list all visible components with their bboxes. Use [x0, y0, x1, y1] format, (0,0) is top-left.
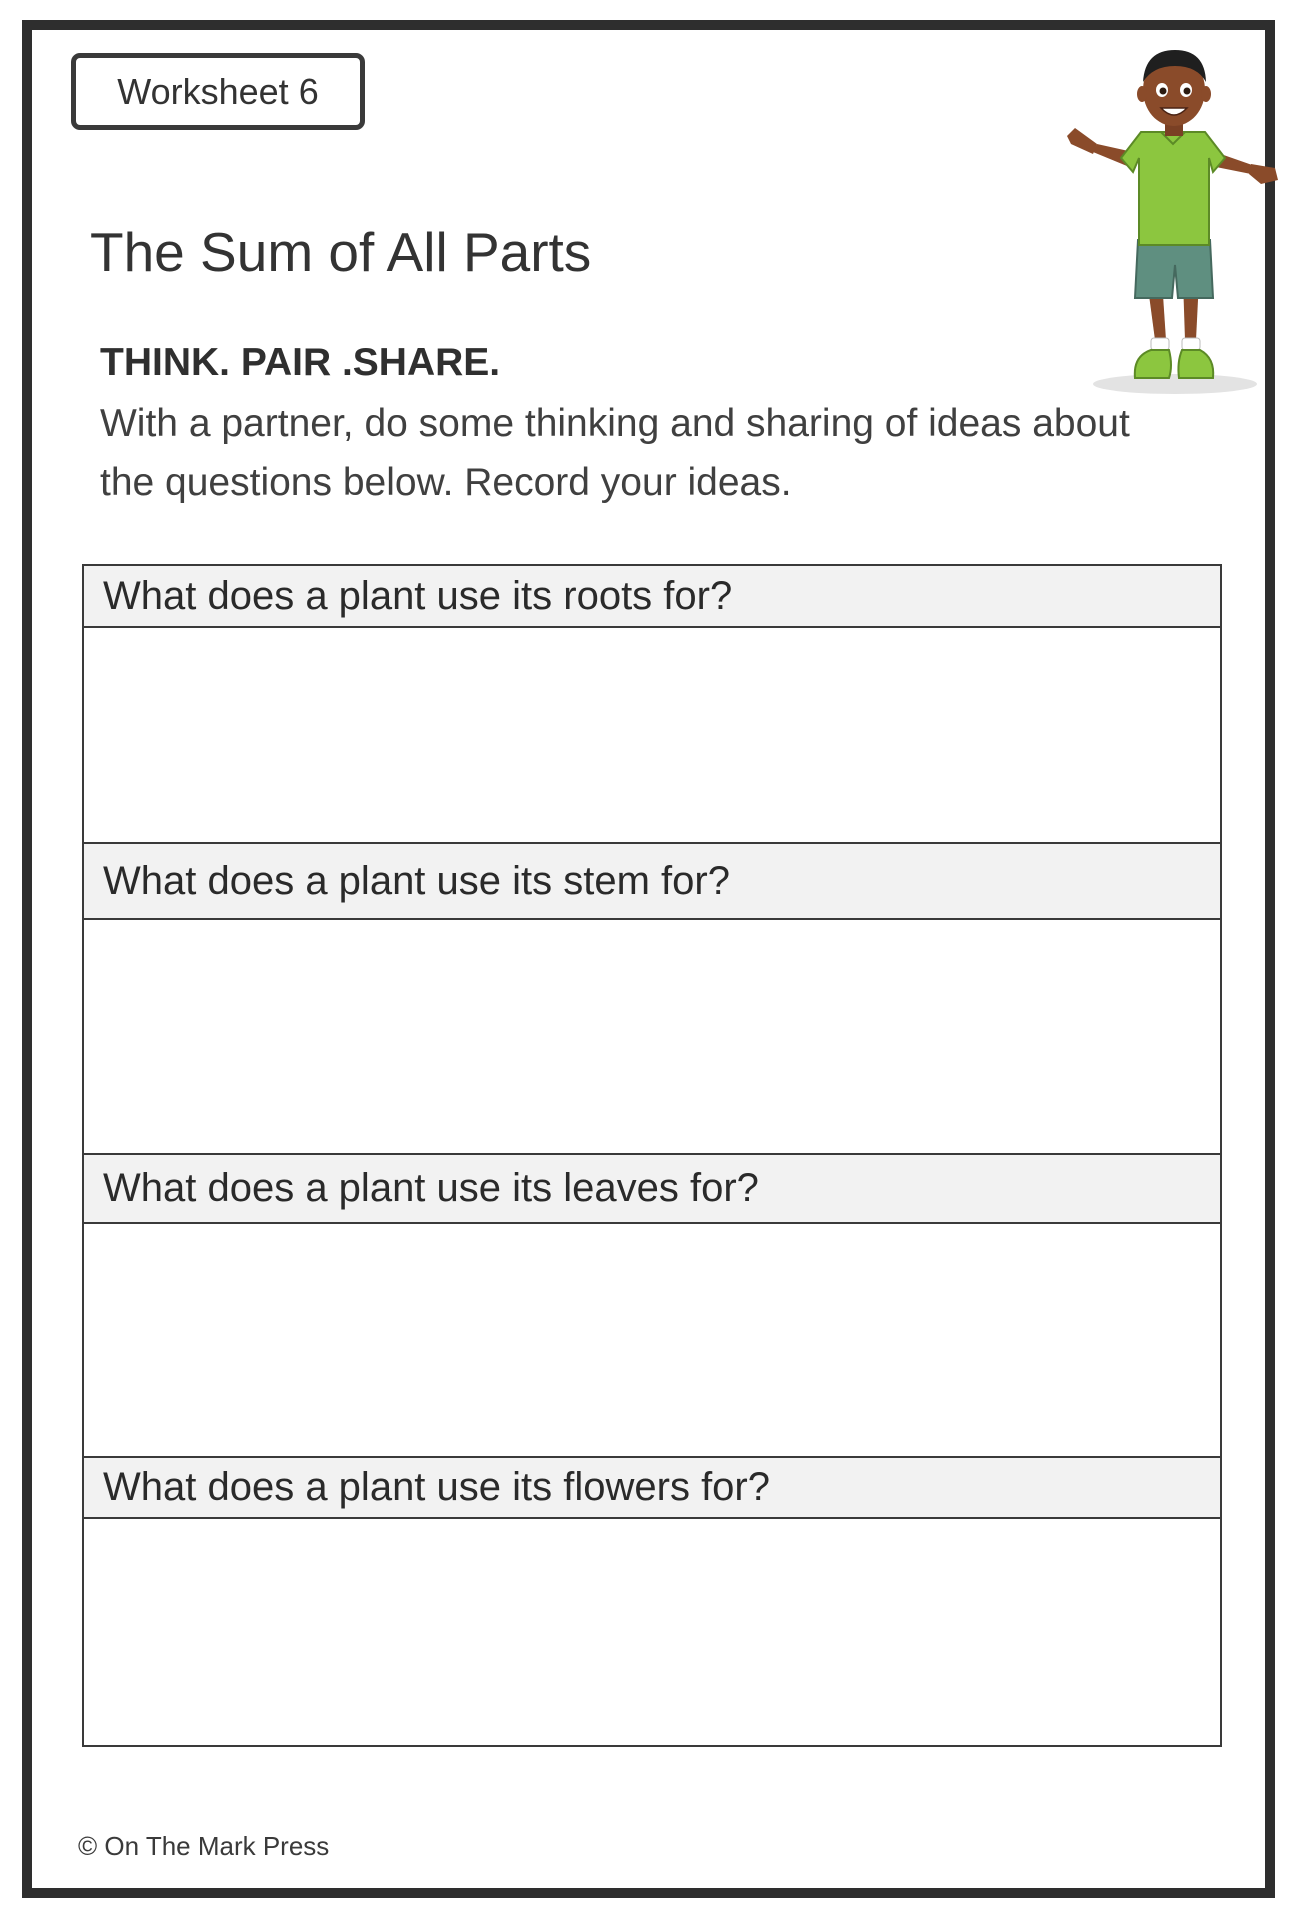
shorts — [1135, 240, 1213, 298]
right-sock — [1182, 338, 1200, 350]
question-roots-header — [84, 566, 1220, 628]
question-flowers-header — [84, 1458, 1220, 1519]
right-hand — [1249, 164, 1278, 184]
instruction-heading: THINK. PAIR .SHARE. — [100, 341, 501, 384]
right-pupil — [1184, 88, 1191, 95]
question-stem-text: What does a plant use its stem for? — [103, 858, 730, 903]
answer-box-roots[interactable] — [84, 628, 1220, 842]
instruction-text: With a partner, do some thinking and sharing of ideas about the questions below. Record your ideas. — [100, 402, 1130, 504]
question-leaves-text: What does a plant use its leaves for? — [103, 1166, 759, 1210]
right-shoe — [1178, 350, 1213, 378]
right-ear — [1201, 86, 1211, 102]
cartoon-boy-illustration — [1065, 40, 1280, 405]
left-shoe — [1135, 350, 1171, 378]
question-table — [82, 564, 1222, 1747]
question-roots-text: What does a plant use its roots for? — [103, 573, 733, 618]
question-stem-header — [84, 844, 1220, 920]
left-sock — [1151, 338, 1169, 350]
left-ear — [1137, 86, 1147, 102]
shirt — [1121, 132, 1225, 245]
left-hand — [1067, 128, 1097, 154]
copyright-notice: © On The Mark Press — [78, 1831, 330, 1861]
answer-box-flowers[interactable] — [84, 1519, 1220, 1745]
answer-box-stem[interactable] — [84, 920, 1220, 1153]
shadow-ellipse — [1093, 374, 1257, 394]
page-title: The Sum of All Parts — [90, 221, 592, 283]
worksheet-number-badge — [71, 53, 365, 130]
question-flowers-text: What does a plant use its flowers for? — [103, 1465, 770, 1509]
left-pupil — [1160, 88, 1167, 95]
worksheet-number-label: Worksheet 6 — [117, 70, 319, 112]
answer-box-leaves[interactable] — [84, 1224, 1220, 1456]
question-leaves-header — [84, 1155, 1220, 1224]
